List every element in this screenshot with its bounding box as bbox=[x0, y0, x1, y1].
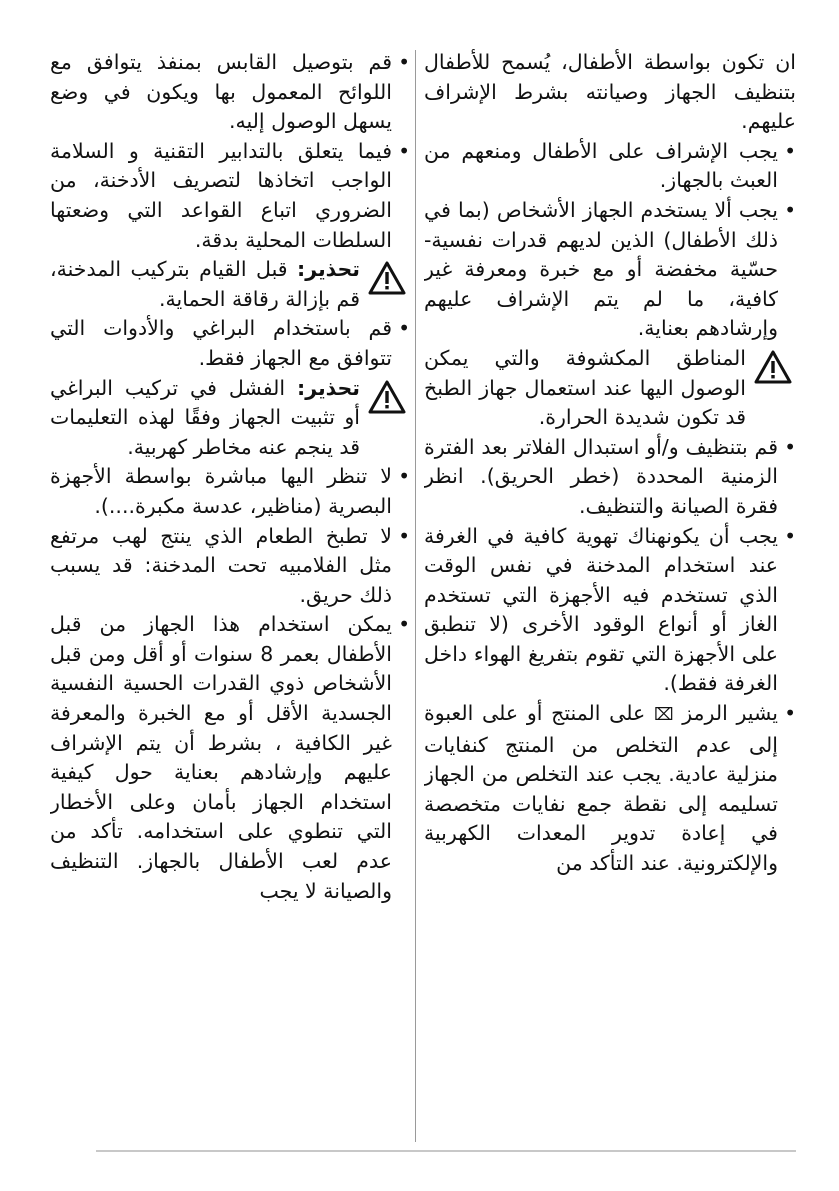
right-column bbox=[424, 48, 796, 1143]
bullet-item: • لا تطبخ الطعام الذي ينتج لهب مرتفع مثل الفلامبيه تحت المدخنة: قد يسبب ذلك حريق. bbox=[50, 522, 410, 611]
bullet-item: • يجب ألا يستخدم الجهاز الأشخاص (بما في ذلك الأطفال) الذين لديهم قدرات نفسية-حسّية مخفضة أو مع خبرة ومعرفة غير كافية، ما لم يتم الإشراف عليهم وإرشادهم بعناية. bbox=[424, 196, 796, 344]
crossed-bin-icon: ⌧ bbox=[653, 705, 674, 726]
bullet-item: • قم بتنظيف و/أو استبدال الفلاتر بعد الفترة الزمنية المحددة (خطر الحريق). انظر فقرة الصيانة والتنظيف. bbox=[424, 433, 796, 522]
screw-installation-warning bbox=[50, 374, 410, 463]
disposal-text-start: يشير الرمز bbox=[682, 701, 778, 726]
protection-film-warning bbox=[50, 255, 410, 314]
warning-text: قبل القيام بتركيب المدخنة، قم بإزالة رقاقة الحماية. bbox=[50, 257, 360, 311]
warning-text: المناطق المكشوفة والتي يمكن الوصول اليها عند استعمال جهاز الطبخ قد تكون شديدة الحرارة. bbox=[424, 345, 746, 430]
bullet-item: • يمكن استخدام هذا الجهاز من قبل الأطفال بعمر 8 سنوات أو أقل ومن قبل الأشخاص ذوي القدرات الحسية النفسية الجسدية الأقل أو مع الخبرة والمعرفة غير الكافية ، بشرط أن يتم الإشراف عليهم وإرشادهم بعناية حول كيفية استخدام الجهاز بأمان وعلى الأخطار التي تنطوي على استخدامه. تأكد من عدم لعب الأطفال بالجهاز. التنظيف والصيانة لا يجب bbox=[50, 610, 410, 906]
column-divider bbox=[415, 50, 416, 1142]
bullet-item bbox=[424, 699, 796, 879]
bullet-item: • لا تنظر اليها مباشرة بواسطة الأجهزة البصرية (مناظير، عدسة مكبرة....). bbox=[50, 462, 410, 521]
disposal-text-end: على المنتج أو على العبوة إلى عدم التخلص من المنتج كنفايات منزلية عادية. يجب عند التخلص من الجهاز تسليمه إلى نقطة جمع نفايات متخصصة في إعادة تدوير المعدات الكهربية والإلكترونية. عند التأكد من bbox=[424, 701, 778, 876]
footer-rule bbox=[96, 1150, 796, 1152]
bullet-item: • يجب الإشراف على الأطفال ومنعهم من العبث بالجهاز. bbox=[424, 137, 796, 196]
warning-triangle-icon bbox=[368, 261, 406, 295]
warning-label: تحذير: bbox=[297, 375, 360, 400]
warning-label: تحذير: bbox=[297, 257, 360, 282]
paragraph: ان تكون بواسطة الأطفال، يُسمح للأطفال بتنظيف الجهاز وصيانته بشرط الإشراف عليهم. bbox=[424, 50, 796, 134]
warning-triangle-icon bbox=[754, 350, 792, 384]
bullet-item: • يجب أن يكونهناك تهوية كافية في الغرفة عند استخدام المدخنة في نفس الوقت الذي تستخدم فيه الأجهزة التي تستخدم الغاز أو أنواع الوقود الأخرى (لا تنطبق على الأجهزة التي تقوم بتفريغ الهواء داخل الغرفة فقط). bbox=[424, 522, 796, 700]
hot-surface-warning bbox=[424, 344, 796, 433]
bullet-item: • قم باستخدام البراغي والأدوات التي تتوافق مع الجهاز فقط. bbox=[50, 314, 410, 373]
bullet-item: • فيما يتعلق بالتدابير التقنية و السلامة الواجب اتخاذها لتصريف الأدخنة، من الضروري اتباع القواعد التي وضعتها السلطات المحلية بدقة. bbox=[50, 137, 410, 255]
bullet-item: • قم بتوصيل القابس بمنفذ يتوافق مع اللوائح المعمول بها ويكون في وضع يسهل الوصول إليه. bbox=[50, 48, 410, 137]
warning-triangle-icon bbox=[368, 380, 406, 414]
left-column bbox=[50, 48, 410, 1143]
warning-text: الفشل في تركيب البراغي أو تثبيت الجهاز وفقًا لهذه التعليمات قد ينجم عنه مخاطر كهربية. bbox=[50, 375, 360, 459]
